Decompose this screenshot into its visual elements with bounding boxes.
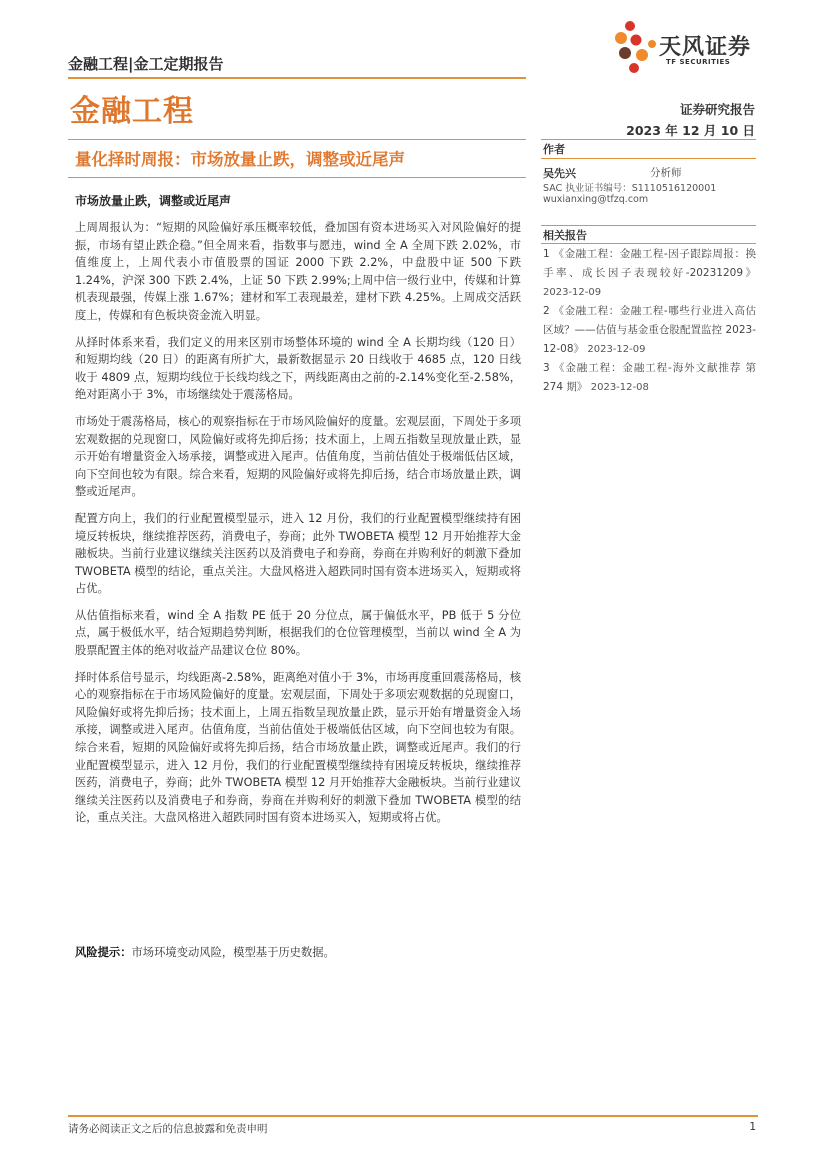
risk-text: 市场环境变动风险，模型基于历史数据。 [131, 946, 335, 959]
related-report-date: 2023-12-08 [590, 382, 649, 393]
logo-dot-5 [636, 49, 648, 61]
paragraph: 择时体系信号显示，均线距离-2.58%，距离绝对值小于 3%，市场再度重回震荡格局，核心的观察指标在于市场风险偏好的度量。宏观层面，下周处于多项宏观数据的兑现窗口，风险偏好或将先抑后扬；技术面上，上周五指数呈现放量止跌，显示开始有增量资金入场承接，调整或进入尾声。估值角度，当前估值处于极端低估区域，向下空间也较为有限。综合来看，短期的风险偏好或将先抑后扬，结合市场放量止跌，调整或近尾声。我们的行业配置模型显示，进入 12 月份，我们的行业配置模型继续持有困境反转板块，继续推荐医药，消费电子，券商；此外 TWOBETA 模型 12 月开始推荐大金融板块。当前行业建议继续关注医药以及消费电子和券商，券商在并购利好的刺激下叠加 TWOBETA 模型的结论，重点关注。大盘风格进入超跌同时国有资本进场买入，短期或将占优。 [75, 670, 521, 825]
related-report-item[interactable] [543, 302, 756, 359]
title-divider-bottom [68, 177, 526, 178]
logo-dot-6 [629, 63, 639, 73]
logo-dot-1 [625, 21, 635, 31]
author-heading: 作者 [543, 143, 565, 156]
author-email[interactable]: wuxianxing@tfzq.com [543, 194, 649, 205]
risk-notice [75, 944, 521, 960]
footer-divider [68, 1115, 758, 1117]
related-report-title: 2 《金融工程：金融工程-哪些行业进入高估区域？——估值与基金重仓股配置监控 2023-12-08》 [543, 305, 756, 355]
header-divider [68, 77, 526, 79]
logo-dot-4 [619, 47, 631, 59]
related-report-item[interactable] [543, 245, 756, 302]
page-number: 1 [749, 1121, 756, 1133]
author-divider-top [541, 139, 756, 140]
section-title: 金融工程 [70, 94, 194, 129]
related-report-date: 2023-12-09 [587, 344, 646, 355]
related-report-title: 1 《金融工程：金融工程-因子跟踪周报：换手率、成长因子表现较好-20231209》 [543, 248, 756, 279]
author-role: 分析师 [650, 167, 682, 179]
risk-label: 风险提示： [75, 946, 132, 959]
report-category: 金融工程|金工定期报告 [68, 55, 224, 73]
paragraph: 从择时体系来看，我们定义的用来区别市场整体环境的 wind 全 A 长期均线（120 日）和短期均线（20 日）的距离有所扩大，最新数据显示 20 日线收于 4685 点，120 日线收于 4809 点，短期均线位于长线均线之下，两线距离由之前的-2.14%变化至-2.58%，绝对距离小于 3%，市场继续处于震荡格局。 [75, 335, 521, 402]
paragraph: 配置方向上，我们的行业配置模型显示，进入 12 月份，我们的行业配置模型继续持有困境反转板块，继续推荐医药，消费电子，券商；此外 TWOBETA 模型 12 月开始推荐大金融板块。当前行业建议继续关注医药以及消费电子和券商，券商在并购利好的刺激下叠加 TWOBETA 模型的结论，重点关注。大盘风格进入超跌同时国有资本进场买入，短期或将占优。 [75, 511, 521, 596]
paragraph: 上周周报认为：“短期的风险偏好承压概率较低，叠加国有资本进场买入对风险偏好的提振，市场有望止跌企稳。”但全周来看，指数事与愿违，wind 全 A 全周下跌 2.02%，市值维度上，上周代表小市值股票的国证 2000 下跌 2.2%，中盘股中证 500 下跌 1.24%，沪深 300 下跌 2.4%，上证 50 下跌 2.99%;上周中信一级行业中，传媒和计算机表现最强，传媒上涨 1.67%；建材和军工表现最差，建材下跌 4.25%。上周成交活跃度上，传媒和有色板块资金流入明显。 [75, 221, 521, 322]
related-divider-bottom [541, 243, 756, 244]
related-reports-list [543, 245, 756, 397]
summary-heading: 市场放量止跌，调整或近尾声 [75, 194, 232, 208]
related-report-item[interactable] [543, 359, 756, 397]
logo-dot-2 [615, 32, 627, 44]
related-reports-heading: 相关报告 [543, 229, 587, 242]
logo-text-cn: 天风证券 [659, 35, 752, 60]
report-type: 证券研究报告 [679, 102, 755, 117]
logo-dot-7 [648, 40, 656, 48]
author-name: 吴先兴 [543, 167, 576, 180]
paragraph: 市场处于震荡格局，核心的观察指标在于市场风险偏好的度量。宏观层面，下周处于多项宏观数据的兑现窗口，风险偏好或将先抑后扬；技术面上，上周五指数呈现放量止跌，显示开始有增量资金入场承接，调整或进入尾声。估值角度，当前估值处于极端低估区域，向下空间也较为有限。综合来看，短期的风险偏好或将先抑后扬，结合市场放量止跌，调整或近尾声。 [75, 414, 521, 499]
footer-disclaimer: 请务必阅读正文之后的信息披露和免责申明 [68, 1123, 268, 1135]
logo-dot-3 [631, 35, 642, 46]
logo-text-en: TF SECURITIES [666, 58, 731, 66]
related-report-date: 2023-12-09 [543, 287, 602, 298]
report-body [75, 219, 521, 836]
author-divider-bottom [541, 158, 756, 159]
paragraph: 从估值指标来看，wind 全 A 指数 PE 低于 20 分位点，属于偏低水平，PB 低于 5 分位点，属于极低水平，结合短期趋势判断，根据我们的仓位管理模型，当前以 wind 全 A 为股票配置主体的绝对收益产品建议仓位 80%。 [75, 608, 521, 658]
related-report-title: 3 《金融工程：金融工程-海外文献推荐 第 274 期》 [543, 362, 756, 393]
report-date: 2023 年 12 月 10 日 [626, 123, 755, 138]
author-sac-number: SAC 执业证书编号：S1110516120001 [543, 183, 717, 194]
title-divider-top [68, 139, 526, 140]
related-divider-top [541, 225, 756, 226]
report-title: 量化择时周报：市场放量止跌，调整或近尾声 [75, 150, 405, 169]
